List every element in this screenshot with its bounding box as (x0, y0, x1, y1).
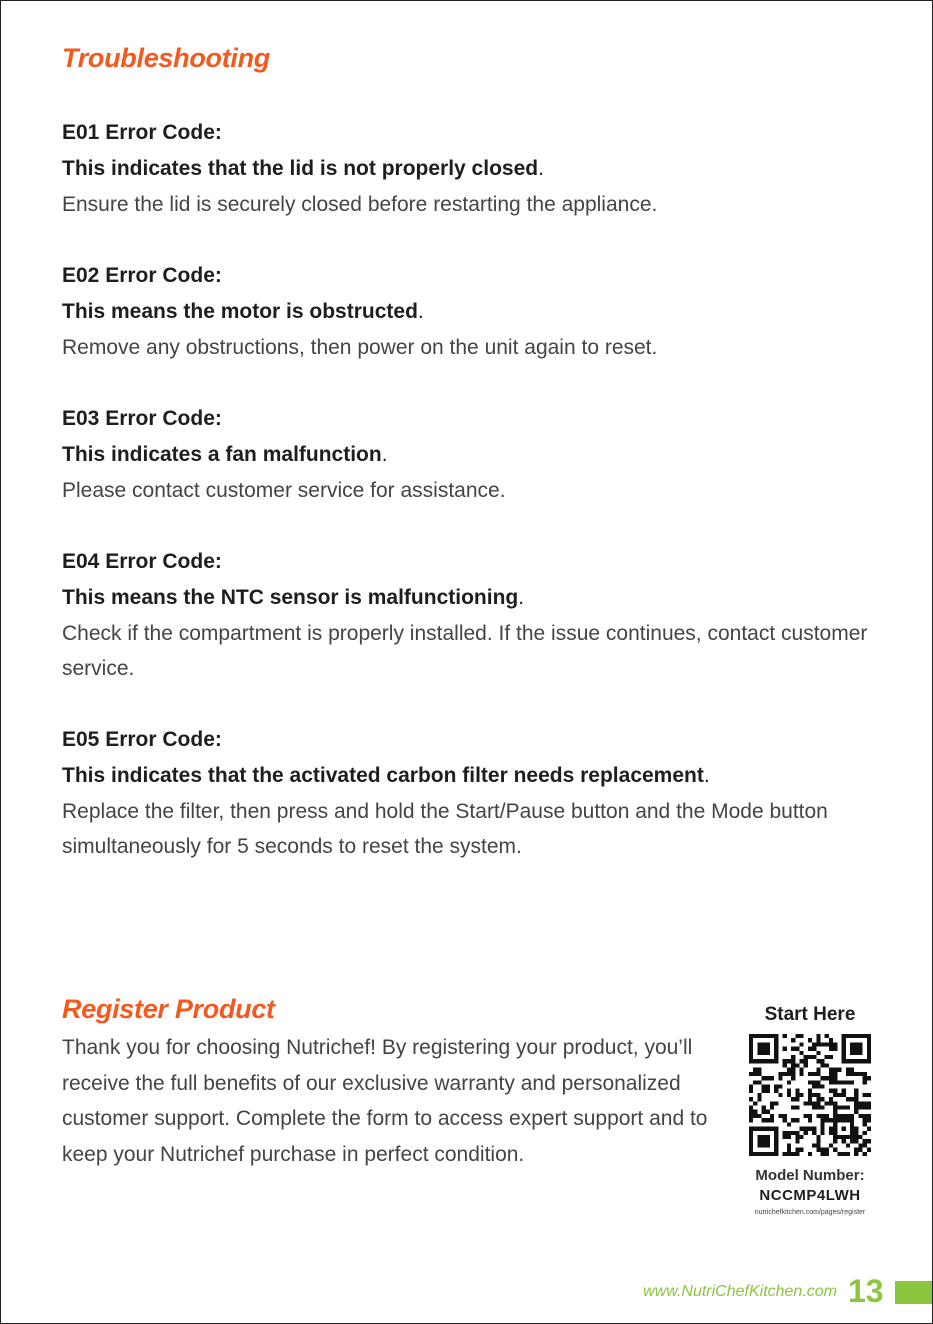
error-code: E03 Error Code: (62, 407, 222, 430)
error-item-e03 (62, 401, 882, 508)
start-here-label: Start Here (764, 1004, 856, 1025)
error-meaning: This indicates a fan malfunction. (62, 443, 388, 466)
error-item-e04 (62, 544, 882, 686)
error-action: Ensure the lid is securely closed before restarting the appliance. (62, 193, 658, 216)
error-code: E05 Error Code: (62, 728, 222, 751)
troubleshooting-title: Troubleshooting (62, 43, 270, 73)
error-meaning: This means the motor is obstructed. (62, 300, 424, 323)
page-number: 13 (848, 1273, 884, 1309)
error-action: Replace the filter, then press and hold the Start/Pause button and the Mode button simultaneously for 5 seconds to reset the system. (62, 800, 828, 858)
error-item-e02 (62, 258, 882, 365)
footer-accent-bar (895, 1281, 932, 1304)
error-action: Remove any obstructions, then power on the unit again to reset. (62, 336, 658, 359)
error-list (62, 115, 882, 900)
error-item-e05 (62, 722, 882, 864)
register-url[interactable]: nutrichefkitchen.com/pages/register (754, 1209, 866, 1216)
qr-code-icon[interactable] (749, 1034, 871, 1156)
error-action: Check if the compartment is properly installed. If the issue continues, contact customer service. (62, 622, 868, 680)
error-meaning: This indicates that the lid is not properly closed. (62, 157, 544, 180)
register-description: Thank you for choosing Nutrichef! By registering your product, you’ll receive the full benefits of our exclusive warranty and personalized customer support. Complete the form to access expert support and to keep your Nutrichef purchase in perfect condition. (62, 1036, 708, 1166)
error-code: E01 Error Code: (62, 121, 222, 144)
model-number-value: NCCMP4LWH (759, 1187, 861, 1204)
footer-website-link[interactable]: www.NutriChefKitchen.com (643, 1283, 837, 1300)
error-code: E02 Error Code: (62, 264, 222, 287)
model-number-label: Model Number: (755, 1167, 865, 1184)
register-card (744, 1004, 876, 1216)
error-action: Please contact customer service for assistance. (62, 479, 506, 502)
error-meaning: This indicates that the activated carbon filter needs replacement. (62, 764, 710, 787)
error-item-e01 (62, 115, 882, 222)
register-product-title: Register Product (62, 994, 275, 1024)
error-code: E04 Error Code: (62, 550, 222, 573)
error-meaning: This means the NTC sensor is malfunctioning. (62, 586, 525, 609)
